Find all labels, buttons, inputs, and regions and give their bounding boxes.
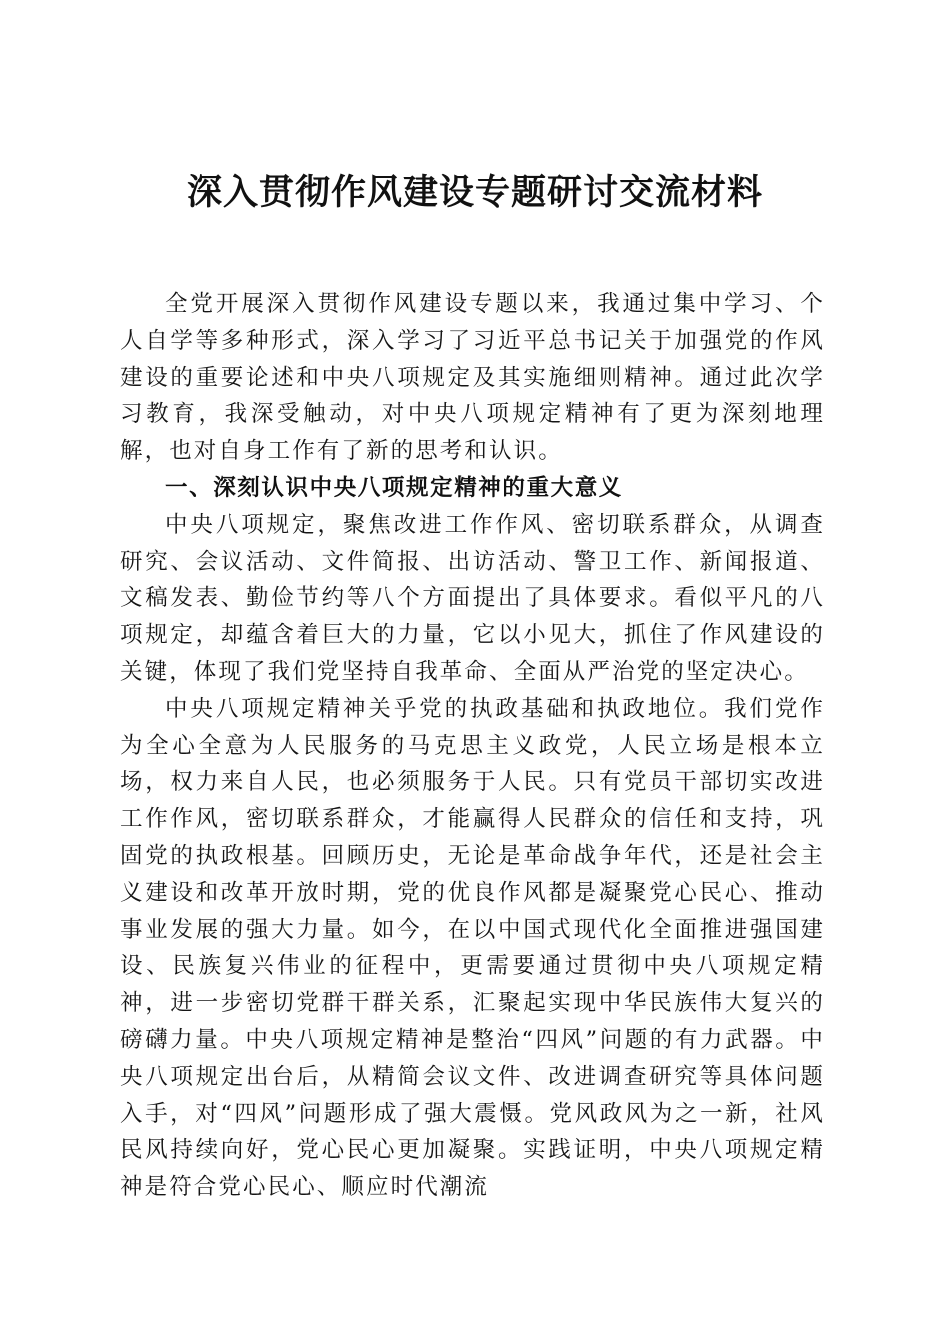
section-heading-1: 一、深刻认识中央八项规定精神的重大意义 — [165, 474, 623, 501]
section-1-paragraph-2: 中央八项规定精神关乎党的执政基础和执政地位。我们党作为全心全意为人民服务的马克思主义政党，人民立场是根本立场，权力来自人民，也必须服务于人民。只有党员干部切实改进工作作风，密切联系群众，才能赢得人民群众的信任和支持，巩固党的执政根基。回顾历史，无论是革命战争年代，还是社会主义建设和改革开放时期，党的优良作风都是凝聚党心民心、推动事业发展的强大力量。如今，在以中国式现代化全面推进强国建设、民族复兴伟业的征程中，更需要通过贯彻中央八项规定精神，进一步密切党群干群关系，汇聚起实现中华民族伟大复兴的磅礴力量。中央八项规定精神是整治“四风”问题的有力武器。中央八项规定出台后，从精简会议文件、改进调查研究等具体问题入手，对“四风”问题形成了强大震慑。党风政风为之一新，社风民风持续向好，党心民心更加凝聚。实践证明，中央八项规定精神是符合党心民心、顺应时代潮流 — [120, 695, 825, 1201]
intro-paragraph: 全党开展深入贯彻作风建设专题以来，我通过集中学习、个人自学等多种形式，深入学习了习近平总书记关于加强党的作风建设的重要论述和中央八项规定及其实施细则精神。通过此次学习教育，我深受触动，对中央八项规定精神有了更为深刻地理解，也对自身工作有了新的思考和认识。 — [120, 291, 825, 465]
document-body — [120, 286, 825, 1206]
document-title: 深入贯彻作风建设专题研讨交流材料 — [186, 172, 763, 213]
section-1-paragraph-1: 中央八项规定，聚焦改进工作作风、密切联系群众，从调查研究、会议活动、文件简报、出访活动、警卫工作、新闻报道、文稿发表、勤俭节约等八个方面提出了具体要求。看似平凡的八项规定，却蕴含着巨大的力量，它以小见大，抓住了作风建设的关键，体现了我们党坚持自我革命、全面从严治党的坚定决心。 — [120, 511, 825, 685]
